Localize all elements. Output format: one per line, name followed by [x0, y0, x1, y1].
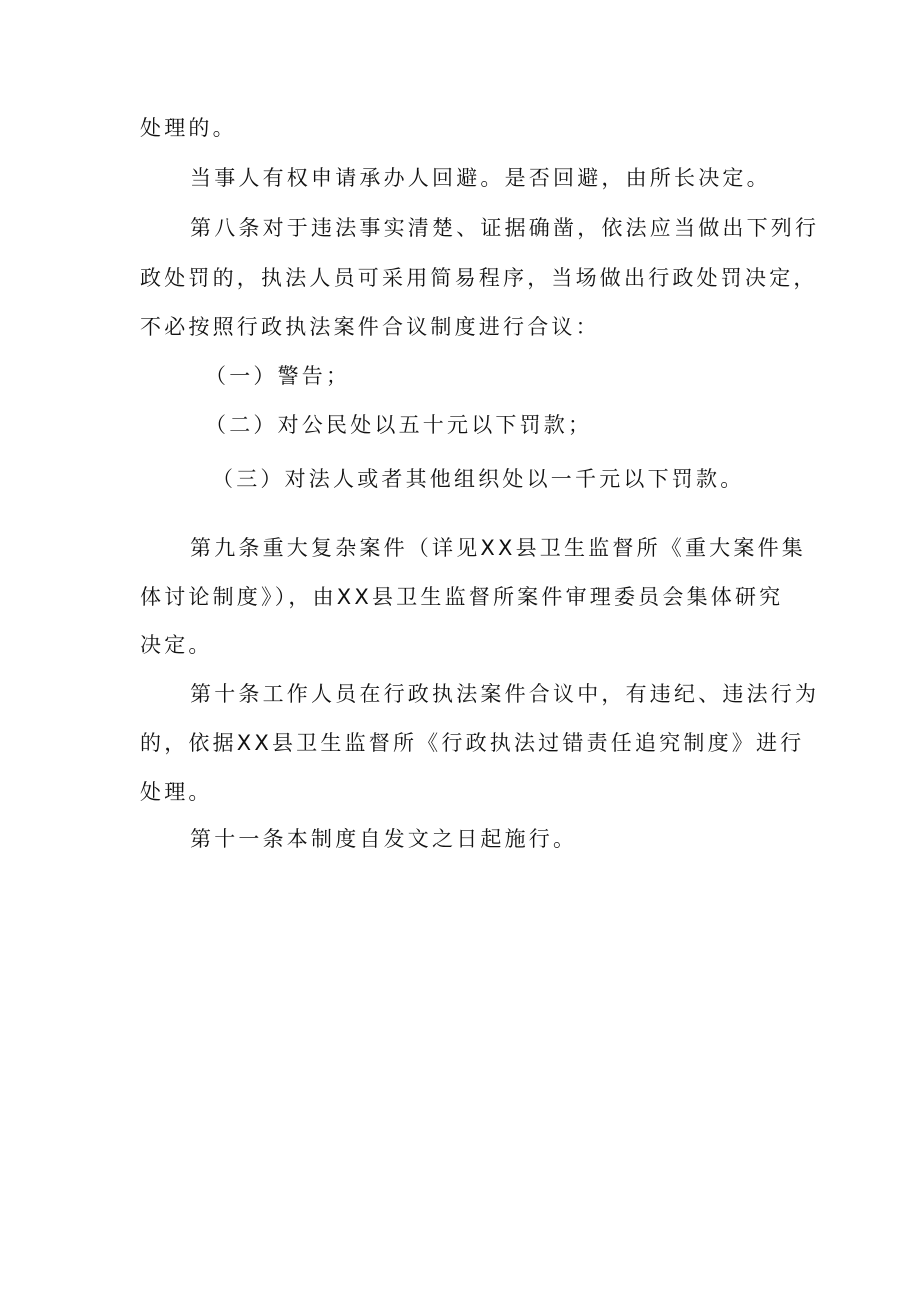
- article-9-line-1: 第九条重大复杂案件（详见XX县卫生监督所《重大案件集: [190, 536, 806, 560]
- article-11-line-1: 第十一条本制度自发文之日起施行。: [190, 827, 578, 851]
- article-9-line-2: 体讨论制度》），由XX县卫生监督所案件审理委员会集体研究: [140, 585, 784, 609]
- article-8-line-3: 不必按照行政执法案件合议制度进行合议：: [140, 315, 600, 339]
- article-8-item-2: （二）对公民处以五十元以下罚款；: [205, 413, 593, 437]
- article-10-line-2: 的，依据XX县卫生监督所《行政执法过错责任追究制度》进行: [140, 731, 805, 755]
- line-chuli-de: 处理的。: [140, 116, 237, 140]
- article-10-line-1: 第十条工作人员在行政执法案件合议中，有违纪、违法行为: [190, 682, 820, 706]
- article-10-line-3: 处理。: [140, 780, 213, 804]
- article-9-line-3: 决定。: [140, 633, 213, 657]
- article-8-item-1: （一）警告；: [205, 364, 351, 388]
- line-recusal-right: 当事人有权申请承办人回避。是否回避，由所长决定。: [190, 166, 771, 190]
- article-8-line-1: 第八条对于违法事实清楚、证据确凿，依法应当做出下列行: [190, 216, 820, 240]
- article-8-line-2: 政处罚的，执法人员可采用简易程序，当场做出行政处罚决定，: [140, 266, 818, 290]
- article-8-item-3: （三）对法人或者其他组织处以一千元以下罚款。: [212, 467, 745, 491]
